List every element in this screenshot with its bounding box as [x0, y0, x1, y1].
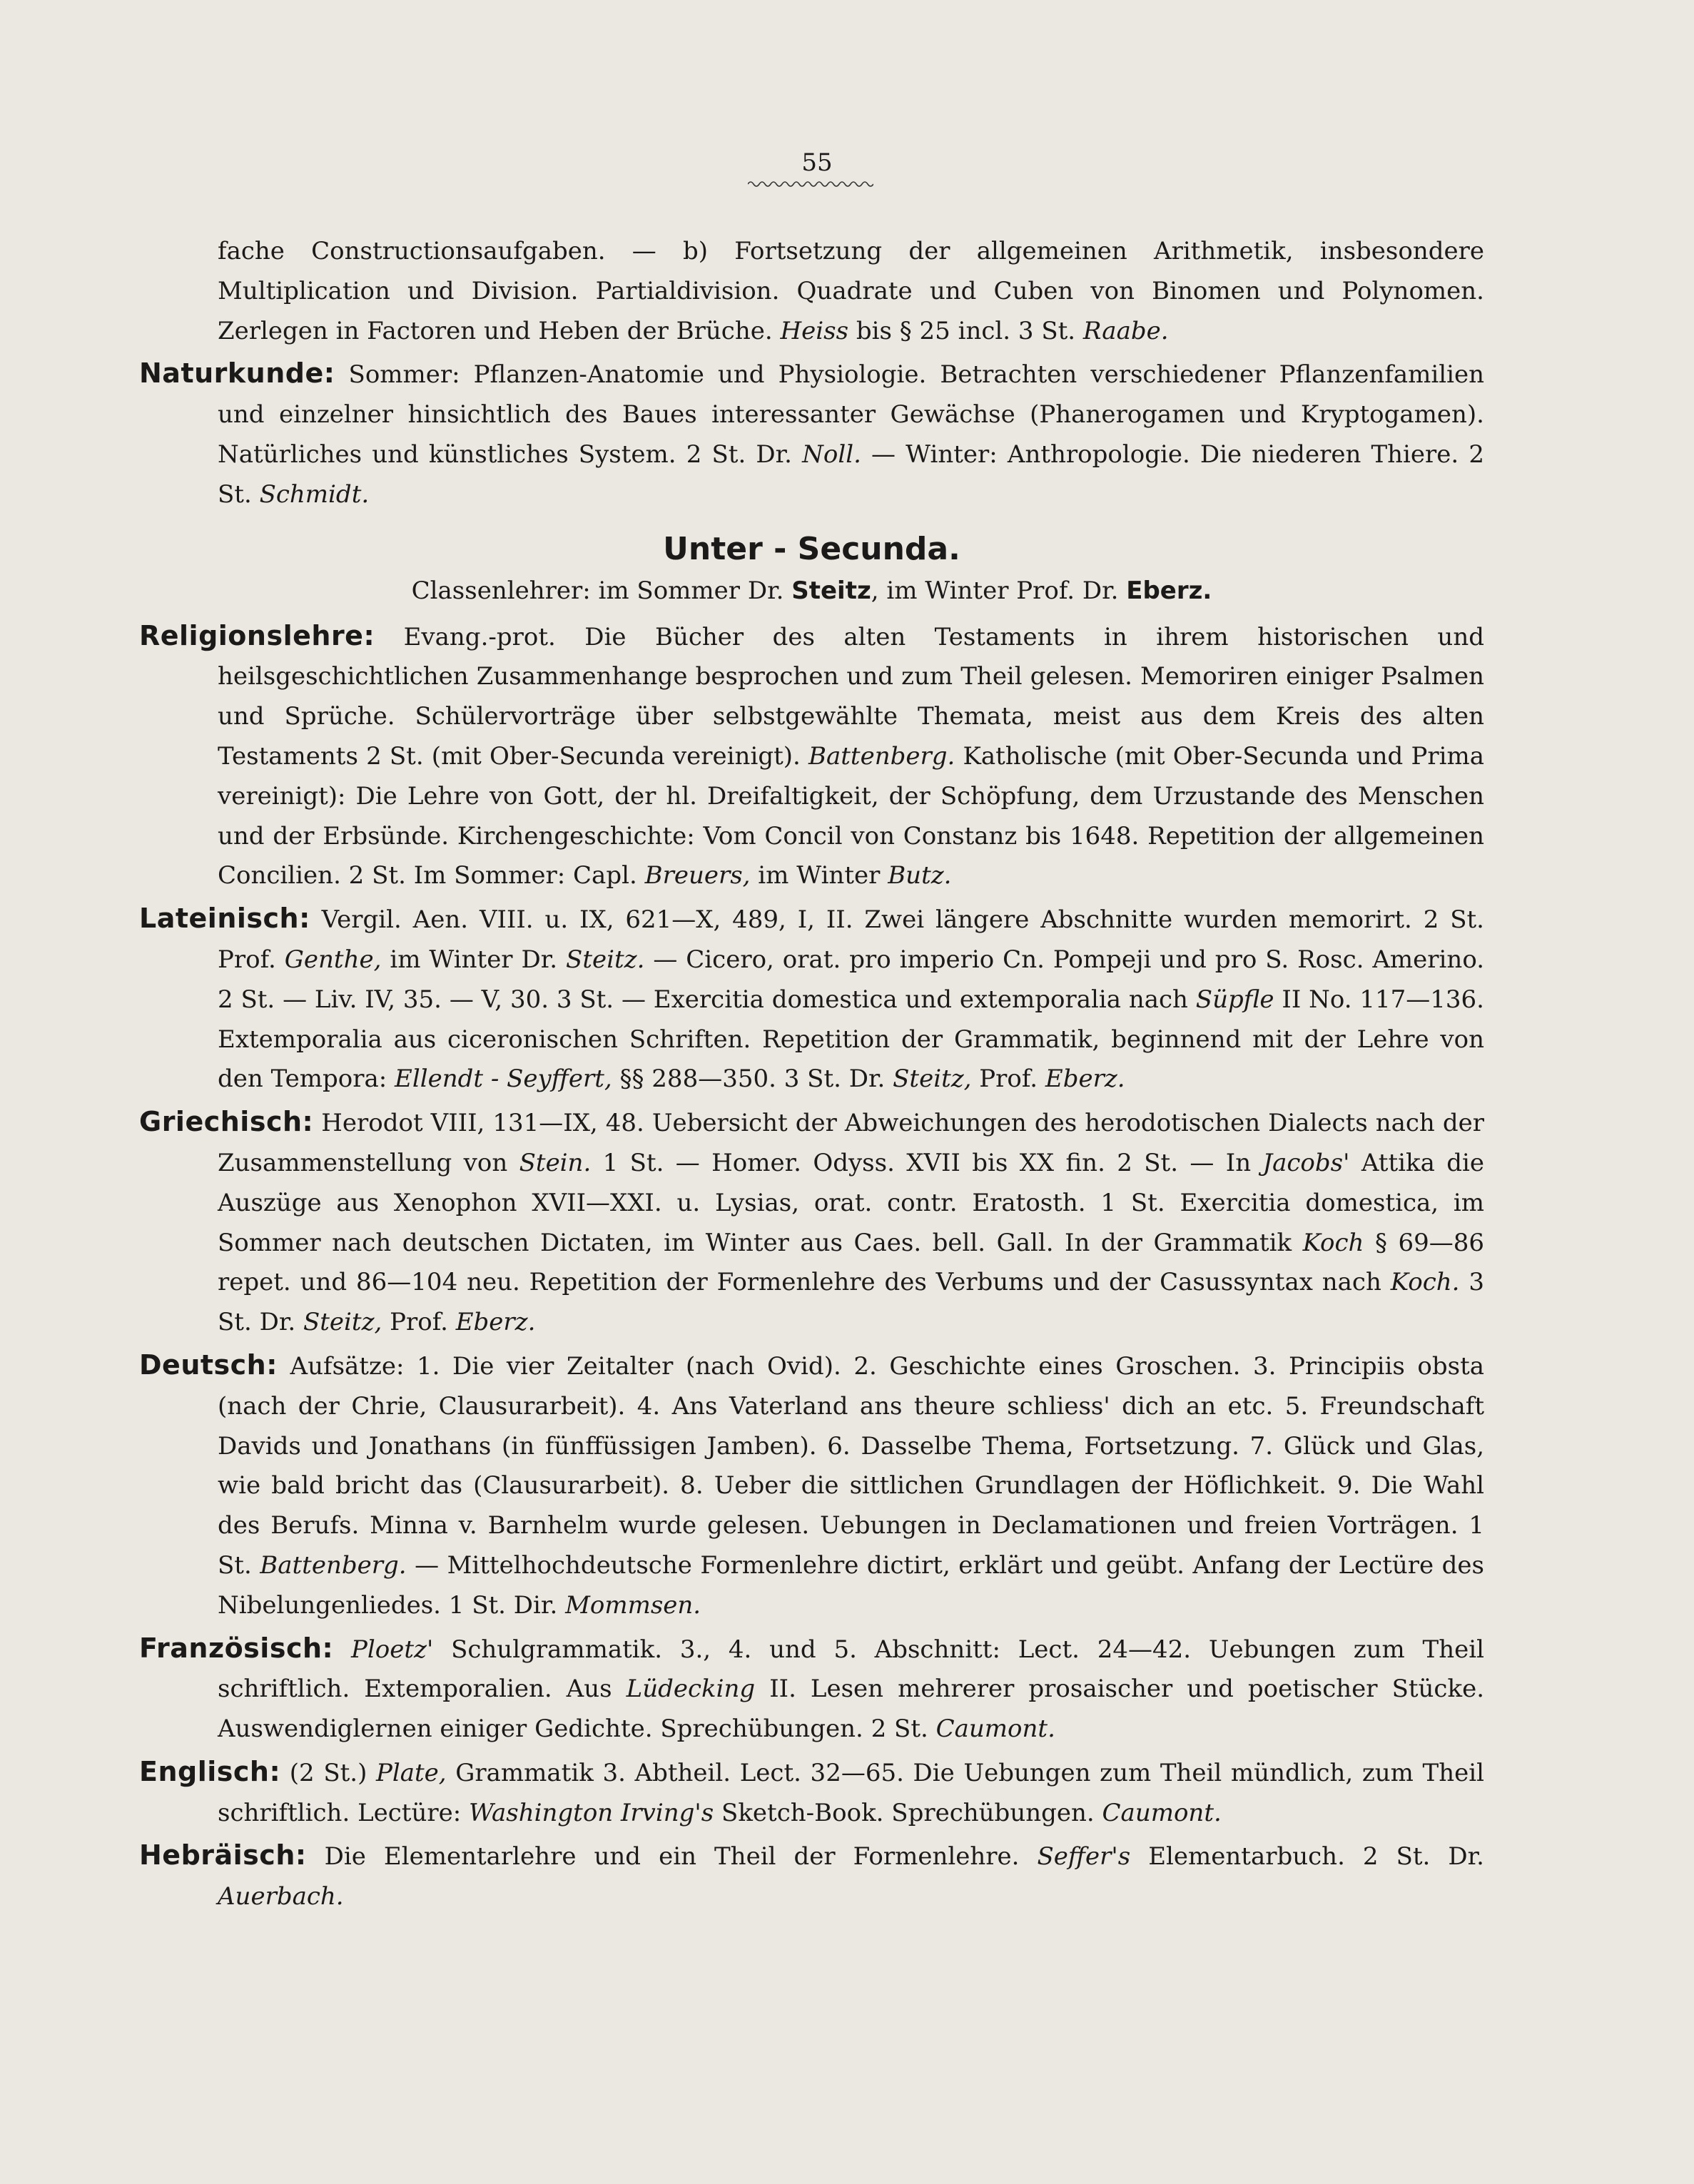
italic-name: Plate,	[375, 1758, 447, 1787]
italic-name: Lüdecking	[626, 1675, 756, 1704]
text-run: Elementarbuch. 2 St. Dr.	[1130, 1842, 1484, 1871]
text-run: — Mittelhochdeutsche Formenlehre dictirt, erklärt und geübt. Anfang der Lectüre des Nibelungenliedes. 1 St. Dir.	[218, 1550, 1484, 1620]
entry-heading: Englisch:	[139, 1755, 281, 1787]
text-run: — Cicero, orat. pro imperio Cn. Pompeji und pro S. Rosc. Amerino. 2 St. — Liv. IV, 35. — V, 30. 3 St. — Exercitia domestica und extemporalia nach	[218, 945, 1484, 1014]
text-run: fache Constructionsaufgaben. — b) Fortsetzung der allgemeinen Arithmetik, insbesondere Multiplication und Division. Partialdivision. Quadrate und Cuben von Binomen und Polynomen. Zerlegen in Factoren und Heben der Brüche.	[218, 237, 1484, 345]
entry-religionslehre	[139, 616, 1484, 897]
wavy-rule	[748, 180, 873, 188]
entry-heading: Lateinisch:	[139, 903, 310, 935]
italic-name: Ploetz'	[351, 1635, 434, 1664]
entry-heading: Deutsch:	[139, 1349, 278, 1381]
italic-name: Koch	[1302, 1228, 1364, 1257]
text-run: im Winter	[750, 861, 888, 890]
entry-body	[218, 1759, 1484, 1827]
entry-heading: Naturkunde:	[139, 357, 335, 390]
section-title: Unter - Secunda.	[663, 530, 960, 567]
text-run: Prof.	[382, 1308, 456, 1337]
text-run: Vergil. Aen. VIII. u. IX, 621—X, 489, I, II. Zwei längere Abschnitte wurden memorirt. 2 St. Prof.	[218, 905, 1484, 974]
text-run: Grammatik 3. Abtheil. Lect. 32—65. Die Uebungen zum Theil mündlich, zum Theil schriftlich. Lectüre:	[218, 1758, 1484, 1827]
italic-name: Caumont.	[1102, 1798, 1222, 1827]
entry-body	[218, 1842, 1484, 1911]
italic-name: Raabe.	[1082, 316, 1169, 345]
text-run: Prof.	[971, 1065, 1045, 1094]
entry-body	[218, 1635, 1484, 1744]
italic-name: Süpfle	[1195, 985, 1274, 1014]
entry-lateinisch	[139, 899, 1484, 1099]
italic-name: Caumont.	[935, 1715, 1055, 1744]
italic-name: Noll.	[802, 440, 861, 469]
text-run: Aufsätze: 1. Die vier Zeitalter (nach Ovid). 2. Geschichte eines Groschen. 3. Principiis obsta (nach der Chrie, Clausurarbeit). 4. Ans Vaterland ans theure schliess' dich an etc. 5. Freundschaft Davids und Jonathans (in fünffüssigen Jamben). 6. Dasselbe Thema, Fortsetzung. 7. Glück und Glas, wie bald bricht das (Clausurarbeit). 8. Ueber die sittlichen Grundlagen der Höflichkeit. 9. Die Wahl des Berufs. Minna v. Barnhelm wurde gelesen. Uebungen in Declamationen und freien Vorträgen. 1 St.	[218, 1351, 1484, 1580]
italic-name: Seffer's	[1037, 1842, 1131, 1871]
page-content	[139, 232, 1484, 1920]
text-run: II No. 117—136. Extemporalia aus ciceronischen Schriften. Repetition der Grammatik, beginnend mit der Lehre von den Tempora:	[218, 985, 1484, 1094]
italic-name: Eberz.	[455, 1308, 536, 1337]
teacher-name-winter: Eberz.	[1126, 576, 1212, 605]
text-run: Herodot VIII, 131—IX, 48. Uebersicht der Abweichungen des herodotischen Dialects nach der Zusammenstellung von	[218, 1109, 1484, 1177]
subject-entries	[139, 616, 1484, 1918]
text-run: Sketch-Book. Sprechübungen.	[714, 1798, 1102, 1827]
text-run: §§ 288—350. 3 St. Dr.	[612, 1065, 893, 1094]
text-run: Katholische (mit Ober-Secunda und Prima vereinigt): Die Lehre von Gott, der hl. Dreifaltigkeit, der Schöpfung, dem Urzustande des Menschen und der Erbsünde. Kirchengeschichte: Vom Concil von Constanz bis 1648. Repetition der allgemeinen Concilien. 2 St. Im Sommer: Capl.	[218, 741, 1484, 890]
text-run: Schulgrammatik. 3., 4. und 5. Abschnitt: Lect. 24—42. Uebungen zum Theil schriftlich. Extemporalien. Aus	[218, 1635, 1485, 1704]
class-teacher-prefix: Classenlehrer: im Sommer Dr.	[411, 576, 792, 605]
entry-body	[218, 360, 1484, 508]
text-run: § 69—86 repet. und 86—104 neu. Repetition der Formenlehre des Verbums und der Casussyntax nach	[218, 1228, 1484, 1297]
italic-name: Stein.	[519, 1148, 592, 1177]
entry-heading: Griechisch:	[139, 1106, 314, 1138]
entry-heading: Hebräisch:	[139, 1839, 307, 1871]
text-run: (2 St.)	[280, 1758, 376, 1787]
text-run: 1 St. — Homer. Odyss. XVII bis XX fin. 2 St. — In	[591, 1148, 1263, 1177]
entry-body	[218, 623, 1484, 890]
italic-name: Steitz.	[566, 945, 645, 974]
teacher-name-summer: Steitz	[791, 576, 871, 605]
entry-naturkunde	[139, 354, 1484, 514]
italic-name: Battenberg.	[260, 1550, 407, 1580]
italic-name: Genthe,	[284, 945, 382, 974]
italic-name: Jacobs'	[1262, 1148, 1350, 1177]
italic-name: Butz.	[888, 861, 952, 890]
entry-deutsch	[139, 1346, 1484, 1626]
entry-heading: Religionslehre:	[139, 619, 375, 651]
text-run: Sommer: Pflanzen-Anatomie und Physiologie. Betrachten verschiedener Pflanzenfamilien und einzelner hinsichtlich des Baues interessanter Gewächse (Phanerogamen und Kryptogamen). Natürliches und künstliches System. 2 St. Dr.	[218, 360, 1484, 469]
class-teacher-mid: , im Winter Prof. Dr.	[871, 576, 1127, 605]
entry-hebrisch	[139, 1836, 1484, 1917]
italic-name: Koch.	[1390, 1268, 1460, 1297]
entry-heading: Französisch:	[139, 1632, 334, 1664]
text-run	[333, 1635, 351, 1664]
section-subtitle	[139, 571, 1484, 611]
entry-franzsisch	[139, 1629, 1484, 1749]
entry-griechisch	[139, 1102, 1484, 1343]
entry-body	[218, 905, 1484, 1093]
italic-name: Washington Irving's	[469, 1798, 714, 1827]
text-run: — Winter: Anthropologie. Die niederen Thiere. 2 St.	[218, 440, 1484, 509]
italic-name: Steitz,	[893, 1065, 972, 1094]
italic-name: Eberz.	[1045, 1065, 1125, 1094]
text-run: II. Lesen mehrerer prosaischer und poetischer Stücke. Auswendiglernen einiger Gedichte. Sprechübungen. 2 St.	[218, 1675, 1484, 1744]
text-run: 3 St. Dr.	[218, 1268, 1484, 1337]
italic-name: Battenberg.	[808, 741, 955, 771]
page-number: 55	[801, 148, 833, 177]
text-run: bis § 25 incl. 3 St.	[848, 316, 1083, 345]
italic-name: Ellendt - Seyffert,	[395, 1065, 612, 1094]
text-run: Evang.-prot. Die Bücher des alten Testaments in ihrem historischen und heilsgeschichtlichen Zusammenhange besprochen und zum Theil gelesen. Memoriren einiger Psalmen und Sprüche. Schülervorträge über selbstgewählte Themata, meist aus dem Kreis des alten Testaments 2 St. (mit Ober-Secunda vereinigt).	[218, 622, 1484, 771]
text-run: im Winter Dr.	[381, 945, 567, 974]
text-run: Attika die Auszüge aus Xenophon XVII—XXI. u. Lysias, orat. contr. Eratosth. 1 St. Exercitia domestica, im Sommer nach deutschen Dictaten, im Winter aus Caes. bell. Gall. In der Grammatik	[218, 1148, 1485, 1257]
continuation-paragraph	[139, 232, 1484, 351]
entry-body	[218, 1352, 1484, 1620]
italic-name: Auerbach.	[218, 1882, 344, 1911]
italic-name: Schmidt.	[259, 479, 370, 509]
italic-name: Mommsen.	[565, 1590, 701, 1620]
entry-body	[218, 1109, 1484, 1336]
entry-englisch	[139, 1752, 1484, 1834]
italic-name: Heiss	[780, 316, 849, 345]
text-run: Die Elementarlehre und ein Theil der Formenlehre.	[306, 1842, 1038, 1871]
italic-name: Steitz,	[303, 1308, 382, 1337]
italic-name: Breuers,	[644, 861, 751, 890]
